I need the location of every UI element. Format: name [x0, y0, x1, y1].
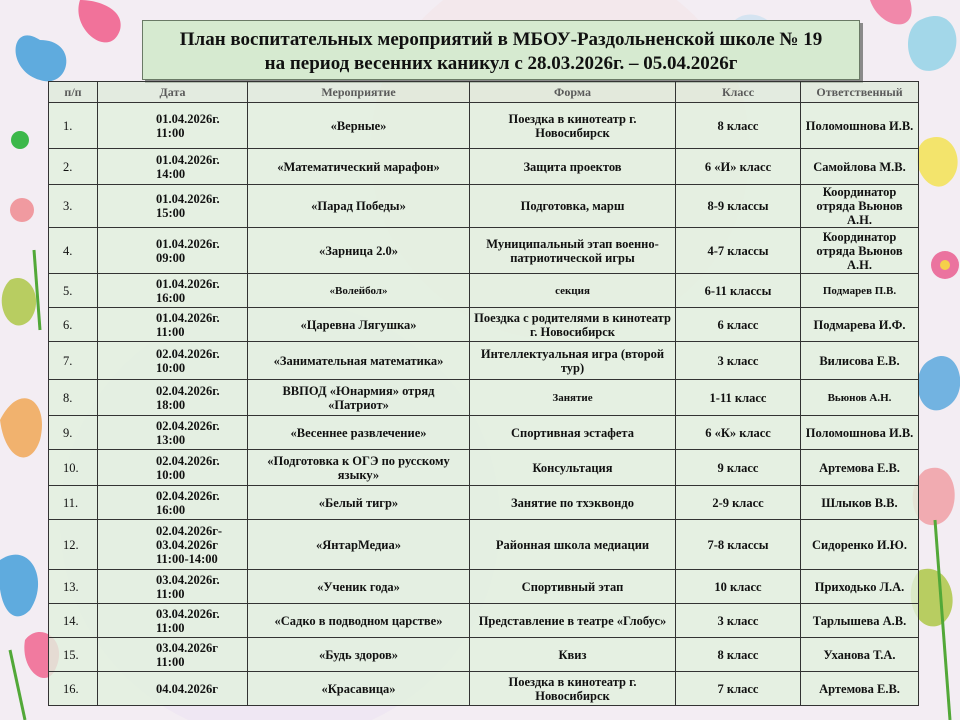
row-date [98, 380, 248, 416]
row-form: Интеллектуальная игра (второй тур) [470, 342, 676, 380]
date-line: 10:00 [156, 467, 186, 482]
date-line: 02.04.2026г. [156, 488, 220, 503]
table-row [49, 638, 919, 672]
document-title [142, 20, 860, 80]
date-line: 11:00 [156, 586, 185, 601]
date-line: 11:00 [156, 324, 185, 339]
table-row [49, 604, 919, 638]
date-line: 02.04.2026г. [156, 453, 220, 468]
row-form: Поездка в кинотеатр г. Новосибирск [470, 672, 676, 706]
header-responsible: Ответственный [801, 82, 919, 103]
row-responsible: Координатор отряда Вьюнов А.Н. [801, 228, 919, 274]
header-class: Класс [676, 82, 801, 103]
date-line: 11:00 [156, 125, 185, 140]
row-form: Представление в театре «Глобус» [470, 604, 676, 638]
row-date [98, 672, 248, 706]
row-class: 8-9 классы [676, 185, 801, 228]
row-event: «Волейбол» [248, 274, 470, 308]
title-line-2: на период весенних каникул с 28.03.2026г. – 05.04.2026г [264, 53, 738, 74]
date-line: 03.04.2026г. [156, 606, 220, 621]
date-line: 02.04.2026г. [156, 346, 220, 361]
date-line: 01.04.2026г. [156, 111, 220, 126]
table-row [49, 308, 919, 342]
row-form: Подготовка, марш [470, 185, 676, 228]
row-class: 9 класс [676, 450, 801, 486]
row-number: 7. [49, 342, 98, 380]
row-date [98, 342, 248, 380]
row-event: «Занимательная математика» [248, 342, 470, 380]
row-event: «Царевна Лягушка» [248, 308, 470, 342]
table-header-row [49, 82, 919, 103]
row-event: «Подготовка к ОГЭ по русскому языку» [248, 450, 470, 486]
row-responsible: Вилисова Е.В. [801, 342, 919, 380]
table-row [49, 185, 919, 228]
row-date [98, 520, 248, 570]
table-row [49, 416, 919, 450]
row-event: ВВПОД «Юнармия» отряд «Патриот» [248, 380, 470, 416]
date-line: 01.04.2026г. [156, 152, 220, 167]
row-class: 6-11 классы [676, 274, 801, 308]
header-num: п/п [49, 82, 98, 103]
date-line: 11:00-14:00 [156, 551, 218, 566]
row-number: 11. [49, 486, 98, 520]
table-row [49, 450, 919, 486]
row-responsible: Поломошнова И.В. [801, 416, 919, 450]
row-form: Защита проектов [470, 149, 676, 185]
row-number: 16. [49, 672, 98, 706]
row-responsible: Подмарева И.Ф. [801, 308, 919, 342]
date-line: 11:00 [156, 654, 185, 669]
row-class: 2-9 класс [676, 486, 801, 520]
table-row [49, 380, 919, 416]
row-date [98, 486, 248, 520]
date-line: 16:00 [156, 502, 186, 517]
row-number: 10. [49, 450, 98, 486]
date-line: 02.04.2026г. [156, 418, 220, 433]
row-form: Спортивная эстафета [470, 416, 676, 450]
row-number: 6. [49, 308, 98, 342]
row-class: 1-11 класс [676, 380, 801, 416]
date-line: 18:00 [156, 397, 186, 412]
row-responsible: Вьюнов А.Н. [801, 380, 919, 416]
row-responsible: Артемова Е.В. [801, 450, 919, 486]
table-row [49, 103, 919, 149]
row-form: Районная школа медиации [470, 520, 676, 570]
row-number: 12. [49, 520, 98, 570]
row-date [98, 638, 248, 672]
row-responsible: Самойлова М.В. [801, 149, 919, 185]
title-line-1: План воспитательных мероприятий в МБОУ-Раздольненской школе № 19 [179, 29, 823, 50]
table-row [49, 520, 919, 570]
date-line: 13:00 [156, 432, 186, 447]
date-line: 01.04.2026г. [156, 192, 220, 206]
row-date [98, 416, 248, 450]
row-event: «Садко в подводном царстве» [248, 604, 470, 638]
date-line: 03.04.2026г. [156, 572, 220, 587]
row-class: 7 класс [676, 672, 801, 706]
row-number: 2. [49, 149, 98, 185]
row-form: Муниципальный этап военно-патриотической игры [470, 228, 676, 274]
row-responsible: Артемова Е.В. [801, 672, 919, 706]
row-date [98, 228, 248, 274]
row-date [98, 185, 248, 228]
date-line: 15:00 [156, 206, 186, 220]
header-form: Форма [470, 82, 676, 103]
row-number: 1. [49, 103, 98, 149]
row-form: секция [470, 274, 676, 308]
row-event: «Белый тигр» [248, 486, 470, 520]
row-date [98, 604, 248, 638]
row-class: 6 «К» класс [676, 416, 801, 450]
date-line: 01.04.2026г. [156, 310, 220, 325]
row-responsible: Приходько Л.А. [801, 570, 919, 604]
row-date [98, 274, 248, 308]
row-form: Поездка в кинотеатр г. Новосибирск [470, 103, 676, 149]
row-number: 5. [49, 274, 98, 308]
row-date [98, 149, 248, 185]
row-class: 3 класс [676, 342, 801, 380]
table-row [49, 274, 919, 308]
date-line: 03.04.2026г [156, 640, 218, 655]
row-class: 10 класс [676, 570, 801, 604]
date-line: 11:00 [156, 620, 185, 635]
row-event: «Верные» [248, 103, 470, 149]
row-number: 14. [49, 604, 98, 638]
row-class: 6 класс [676, 308, 801, 342]
row-responsible: Уханова Т.А. [801, 638, 919, 672]
header-date: Дата [98, 82, 248, 103]
row-event: «Весеннее развлечение» [248, 416, 470, 450]
table-row [49, 149, 919, 185]
row-number: 3. [49, 185, 98, 228]
events-table [48, 81, 919, 706]
table-body [49, 103, 919, 706]
table-row [49, 570, 919, 604]
header-event: Мероприятие [248, 82, 470, 103]
table-row [49, 672, 919, 706]
row-date [98, 450, 248, 486]
date-line: 01.04.2026г. [156, 276, 220, 291]
date-line: 03.04.2026г [156, 537, 218, 552]
row-form: Спортивный этап [470, 570, 676, 604]
row-class: 3 класс [676, 604, 801, 638]
row-event: «Ученик года» [248, 570, 470, 604]
date-line: 02.04.2026г. [156, 383, 220, 398]
row-class: 4-7 классы [676, 228, 801, 274]
row-number: 15. [49, 638, 98, 672]
row-form: Занятие [470, 380, 676, 416]
row-event: «Будь здоров» [248, 638, 470, 672]
row-form: Консультация [470, 450, 676, 486]
row-date [98, 570, 248, 604]
table-row [49, 228, 919, 274]
date-line: 10:00 [156, 360, 186, 375]
row-responsible: Сидоренко И.Ю. [801, 520, 919, 570]
row-responsible: Поломошнова И.В. [801, 103, 919, 149]
date-line: 14:00 [156, 166, 186, 181]
row-event: «Математический марафон» [248, 149, 470, 185]
date-line: 02.04.2026г- [156, 523, 223, 538]
row-form: Поездка с родителями в кинотеатр г. Новосибирск [470, 308, 676, 342]
date-line: 01.04.2026г. [156, 236, 220, 251]
row-responsible: Подмарев П.В. [801, 274, 919, 308]
row-class: 6 «И» класс [676, 149, 801, 185]
date-line: 04.04.2026г [156, 681, 218, 696]
row-class: 7-8 классы [676, 520, 801, 570]
row-class: 8 класс [676, 638, 801, 672]
row-responsible: Тарлышева А.В. [801, 604, 919, 638]
date-line: 09:00 [156, 250, 186, 265]
row-event: «ЯнтарМедиа» [248, 520, 470, 570]
row-responsible: Координатор отряда Вьюнов А.Н. [801, 185, 919, 228]
row-date [98, 103, 248, 149]
row-event: «Зарница 2.0» [248, 228, 470, 274]
row-class: 8 класс [676, 103, 801, 149]
table-row [49, 486, 919, 520]
row-date [98, 308, 248, 342]
row-form: Квиз [470, 638, 676, 672]
row-number: 8. [49, 380, 98, 416]
row-form: Занятие по тхэквондо [470, 486, 676, 520]
row-number: 13. [49, 570, 98, 604]
row-event: «Парад Победы» [248, 185, 470, 228]
date-line: 16:00 [156, 290, 186, 305]
row-responsible: Шлыков В.В. [801, 486, 919, 520]
table-row [49, 342, 919, 380]
row-number: 4. [49, 228, 98, 274]
row-event: «Красавица» [248, 672, 470, 706]
row-number: 9. [49, 416, 98, 450]
